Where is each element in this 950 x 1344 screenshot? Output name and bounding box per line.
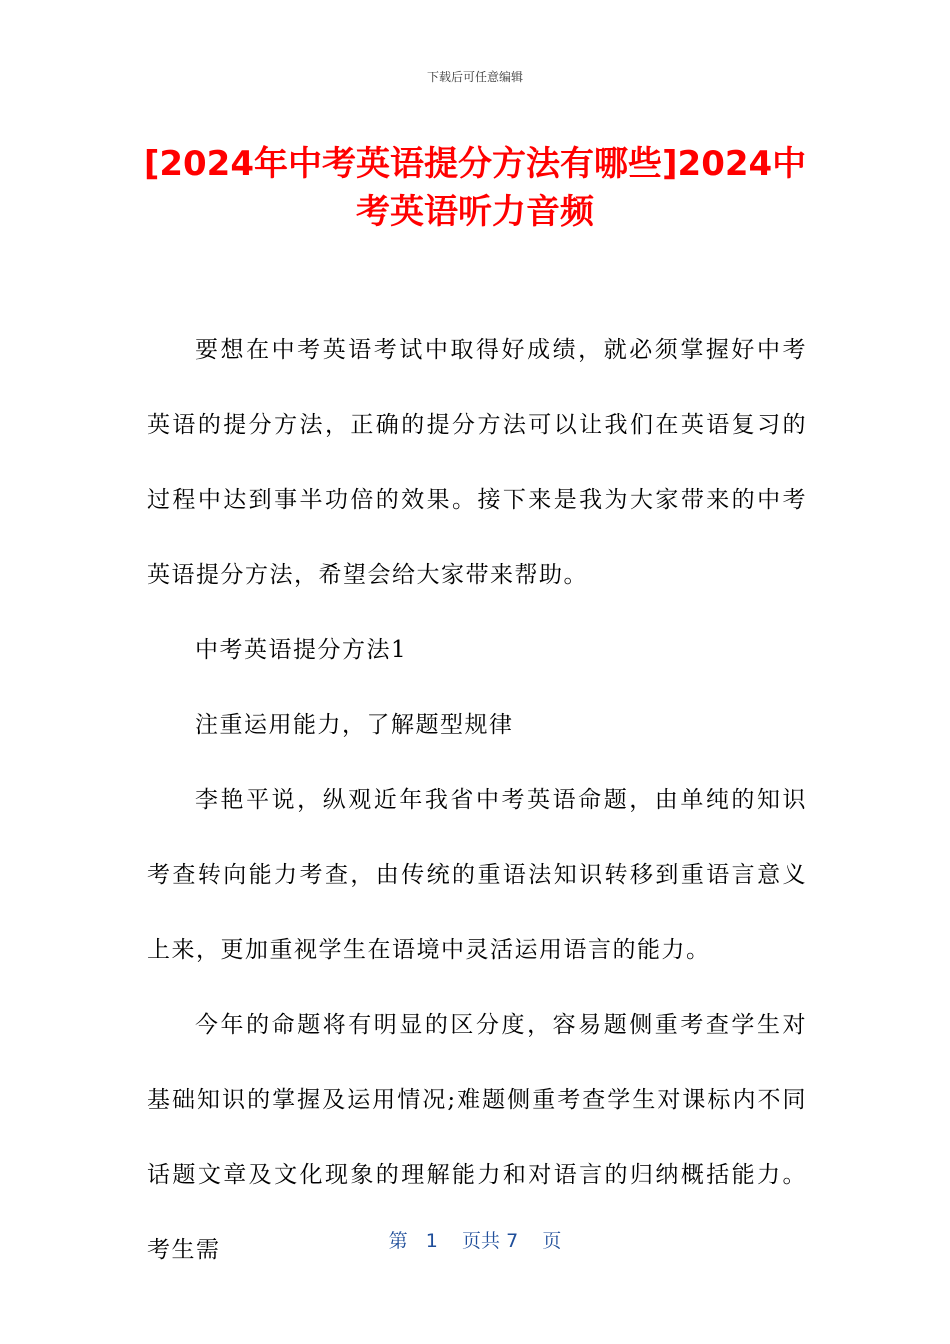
document-body (147, 313, 807, 1288)
footer-label-end: 页 (542, 1230, 562, 1252)
subsection-heading: 注重运用能力，了解题型规律 (195, 712, 514, 738)
page-footer (0, 1226, 950, 1253)
paragraph-body: 今年的命题将有明显的区分度，容易题侧重考查学生对基础知识的掌握及运用情况;难题侧重考查学生对课标内不同话题文章及文化现象的理解能力和对语言的归纳概括能力。考生需 (147, 1012, 807, 1263)
section-heading: 中考英语提分方法1 (195, 637, 408, 663)
document-title: [2024年中考英语提分方法有哪些]2024中考英语听力音频 (143, 144, 807, 232)
footer-total-pages: 7 (506, 1230, 519, 1252)
header-note: 下载后可任意编辑 (426, 70, 523, 84)
paragraph-intro: 要想在中考英语考试中取得好成绩，就必须掌握好中考英语的提分方法，正确的提分方法可以让我们在英语复习的过程中达到事半功倍的效果。接下来是我为大家带来的中考英语提分方法，希望会给大家带来帮助。 (147, 337, 807, 588)
footer-current-page: 1 (425, 1230, 438, 1252)
footer-label-total: 页共 (462, 1230, 501, 1252)
paragraph-body: 李艳平说，纵观近年我省中考英语命题，由单纯的知识考查转向能力考查，由传统的重语法知识转移到重语言意义上来，更加重视学生在语境中灵活运用语言的能力。 (147, 787, 807, 963)
footer-label-page: 第 (388, 1230, 408, 1252)
